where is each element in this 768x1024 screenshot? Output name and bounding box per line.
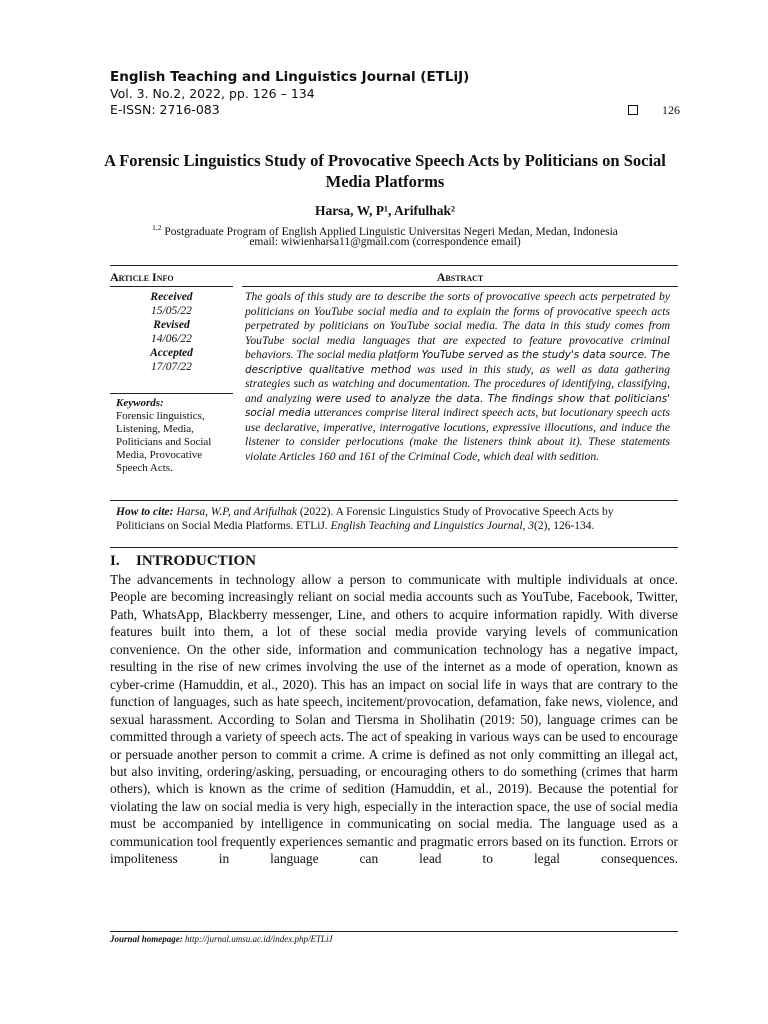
keywords-block	[116, 397, 234, 475]
revised-date: 14/06/22	[151, 333, 192, 345]
cite-label: How to cite	[116, 506, 170, 518]
paper-title: A Forensic Linguistics Study of Provocative Speech Acts by Politicians on Social Media Platforms	[104, 151, 666, 191]
introduction-paragraph: The advancements in technology allow a person to communicate with multiple individuals at once. People are becoming increasingly reliant on social media accounts such as YouTube, Facebook, Twitter, Path, WhatsApp, Blackberry messenger, Line, and others to acquire information rapidly. With diverse features built into them, a lot of these social media provide varying levels of communication convenience. On the other side, information and communication technology has a negative impact, resulting in the rise of new crimes involving the use of the internet as a mode of operation, known as cyber-crime (Hamuddin, et al., 2020). This has an impact on social life in ways that are contrary to the function of languages, such as hate speech, incitement/provocation, defamation, fake news, violence, and sexual harassment. According to Solan and Tiersma in Sholihatin (2019: 50), language crimes can be committed through a variety of speech acts. The act of speaking in various ways can be used to encourage or persuade another person to commit a crime. A crime is defined as not only committing an illegal act, but also inviting, ordering/asking, persuading, or encouraging others to do something (crimes that harm others), which is known as the crime of sedition (Hamuddin, et al., 2019). Because the potential for violating the law on social media is very high, especially in the interaction space, the use of social media must be accompanied by intelligence in communicating on social media. The language used as a communication tool frequently experiences semantic and pragmatic errors based on its function. Errors or impoliteness in language can lead to legal consequences.	[110, 572, 678, 867]
correspondence-email: email: wiwienharsa11@gmail.com (correspondence email)	[249, 236, 521, 248]
top-rule	[110, 265, 678, 266]
received-date: 15/05/22	[151, 305, 192, 317]
accepted-date: 17/07/22	[151, 361, 192, 373]
running-header	[110, 68, 680, 118]
article-info-heading: Article Info	[110, 270, 174, 284]
keywords-text: Forensic linguistics, Listening, Media, Politicians and Social Media, Provocative Speech Acts.	[116, 410, 212, 474]
authors: Harsa, W, P¹, Arifulhak²	[314, 203, 456, 218]
affiliation-marks: 1,2	[152, 223, 162, 232]
article-dates	[110, 290, 233, 374]
issn-row	[110, 102, 680, 118]
volume-info: Vol. 3. No.2, 2022, pp. 126 – 134	[110, 86, 315, 101]
abstract-text	[245, 290, 670, 464]
how-to-cite: How to cite: Harsa, W.P, and Arifulhak (2022). A Forensic Linguistics Study of Provocative Speech Acts by Politicians on Social Media Platforms. ETLiJ. English Teaching and Linguistics Journal, 3(2), 126-134.	[116, 506, 614, 532]
section-title: INTRODUCTION	[136, 553, 257, 569]
cite-authors: Harsa, W.P, and Arifulhak	[176, 506, 297, 518]
homepage-label: Journal homepage	[110, 934, 180, 944]
cite-title: (2022). A Forensic Linguistics Study of Provocative Speech Acts by Politicians on Social Media Platforms. ETLiJ.	[116, 506, 614, 532]
page-number-group	[628, 103, 680, 118]
accepted-label: Accepted	[150, 347, 193, 359]
cite-issue: (2), 126-134.	[534, 520, 595, 532]
square-outline-icon	[628, 105, 638, 115]
keywords-label: Keywords:	[116, 397, 164, 409]
page-number: 126	[662, 102, 680, 117]
section-number: I.	[110, 553, 120, 569]
abstract-part-1: The goals of this study are to describe the sorts of provocative speech acts perpetrated by politicians on YouTube social media and to explain the forms of provocative speech acts perpetrated by politicians on YouTube social media. The data in this study comes from YouTube social media languages that are expected to feature provocative criminal behaviors. The social media platform	[245, 290, 670, 361]
revised-label: Revised	[153, 319, 190, 331]
received-label: Received	[150, 291, 193, 303]
citation-top-rule	[110, 500, 678, 501]
affiliation-text: Postgraduate Program of English Applied Linguistic Universitas Negeri Medan, Medan, Indonesia	[164, 225, 618, 238]
issn: E-ISSN: 2716-083	[110, 102, 220, 117]
abstract-heading: Abstract	[436, 270, 484, 284]
citation-bottom-rule	[110, 547, 678, 548]
cite-journal: English Teaching and Linguistics Journal, 3	[330, 520, 535, 532]
homepage-link[interactable]: http://jurnal.umsu.ac.id/index.php/ETLiJ	[185, 934, 333, 944]
footer-rule	[110, 931, 678, 932]
abstract-heading-rule	[242, 286, 678, 287]
journal-homepage: Journal homepage: http://jurnal.umsu.ac.id/index.php/ETLiJ	[110, 934, 333, 944]
article-info-heading-rule	[110, 286, 233, 287]
section-heading	[110, 553, 256, 570]
abstract-part-4: were used to analyze the data. The findings show that politicians' social media	[245, 392, 670, 419]
keywords-rule	[110, 393, 233, 394]
abstract-part-5: utterances comprise literal indirect speech acts, but locutionary speech acts use declarative, imperative, interrogative locutions, expressive illocutions, and induce the listener to consider perlocutions (make the listeners think about it). These statements violate Articles 160 and 161 of the Criminal Code, which deal with sedition.	[245, 406, 670, 463]
journal-name: English Teaching and Linguistics Journal (ETLiJ)	[110, 69, 470, 85]
abstract-part-2: YouTube served as the study's data source. The descriptive qualitative method	[245, 349, 670, 376]
abstract-part-3: was used in this study, as well as data gathering strategies such as watching and documentation. The procedures of identifying, classifying, and analyzing	[245, 362, 670, 405]
